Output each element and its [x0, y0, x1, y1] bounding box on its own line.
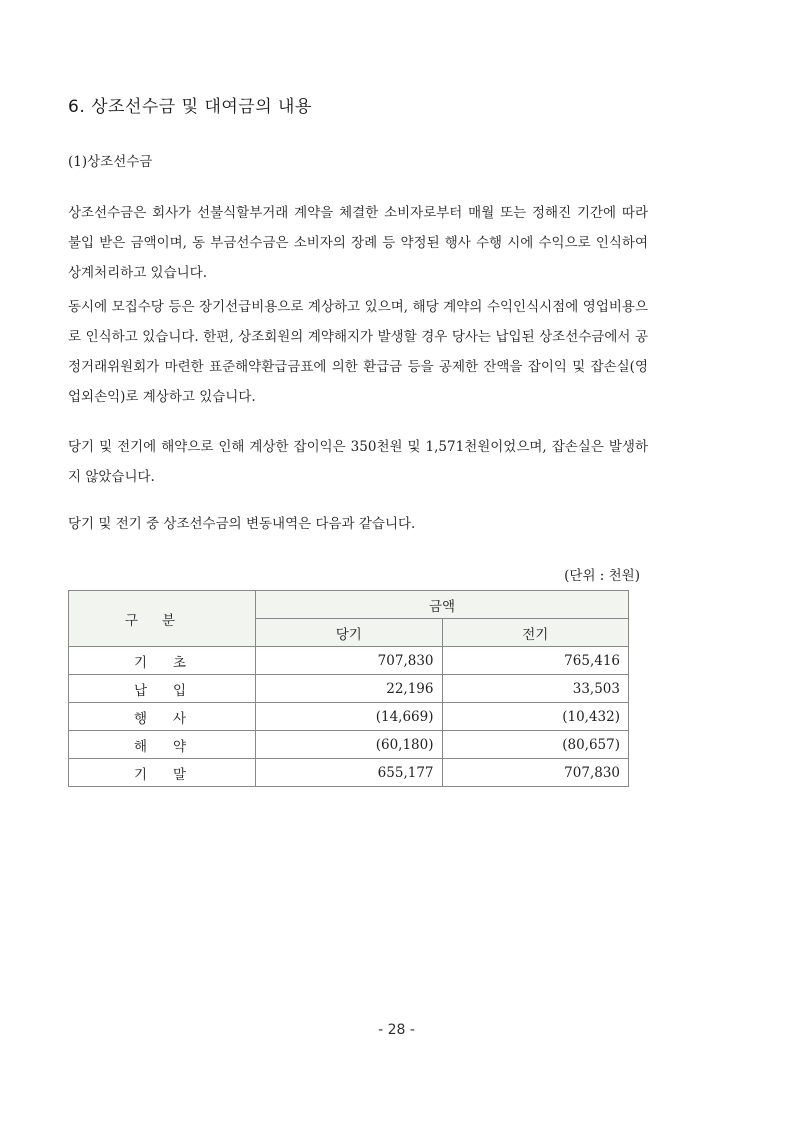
paragraph-4: 당기 및 전기 중 상조선수금의 변동내역은 다음과 같습니다.	[68, 516, 416, 532]
row-label: 행사	[69, 703, 256, 731]
current-value: 707,830	[256, 647, 443, 675]
table-row	[69, 647, 629, 675]
prior-value: (10,432)	[442, 703, 629, 731]
paragraph-1: 상조선수금은 회사가 선불식할부거래 계약을 체결한 소비자로부터 매월 또는 정해진 기간에 따라 불입 받은 금액이며, 동 부금선수금은 소비자의 장례 등 약정된 행사 수행 시에 수익으로 인식하여 상계처리하고 있습니다.	[68, 205, 648, 281]
row-label: 납입	[69, 675, 256, 703]
table-header-row	[69, 591, 629, 619]
header-amount: 금액	[256, 591, 629, 619]
paragraph-2: 동시에 모집수당 등은 장기선급비용으로 계상하고 있으며, 해당 계약의 수익인식시점에 영업비용으로 인식하고 있습니다. 한편, 상조회원의 계약해지가 발생할 경우 당사는 납입된 상조선수금에서 공정거래위원회가 마련한 표준해약환급금표에 의한 환급금 등을 공제한 잔액을 잡이익 및 잡손실(영업외손익)로 계상하고 있습니다.	[68, 299, 648, 405]
header-current-period: 당기	[256, 619, 443, 647]
row-label: 해약	[69, 731, 256, 759]
table-row	[69, 731, 629, 759]
table-row	[69, 675, 629, 703]
row-label: 기초	[69, 647, 256, 675]
subsection-heading: (1)상조선수금	[68, 154, 153, 170]
current-value: 655,177	[256, 759, 443, 787]
prior-value: 707,830	[442, 759, 629, 787]
table-row	[69, 703, 629, 731]
page-number: - 28 -	[378, 1022, 415, 1038]
table-row	[69, 759, 629, 787]
current-value: (14,669)	[256, 703, 443, 731]
paragraph-3: 당기 및 전기에 해약으로 인해 계상한 잡이익은 350천원 및 1,571천원이었으며, 잡손실은 발생하지 않았습니다.	[68, 439, 648, 485]
prior-value: 765,416	[442, 647, 629, 675]
current-value: 22,196	[256, 675, 443, 703]
header-category: 구분	[69, 591, 256, 647]
unit-note: (단위 : 천원)	[564, 568, 640, 584]
header-prior-period: 전기	[442, 619, 629, 647]
row-label: 기말	[69, 759, 256, 787]
current-value: (60,180)	[256, 731, 443, 759]
prior-value: (80,657)	[442, 731, 629, 759]
advance-receipts-table	[68, 590, 629, 787]
section-heading: 6. 상조선수금 및 대여금의 내용	[68, 97, 312, 117]
prior-value: 33,503	[442, 675, 629, 703]
